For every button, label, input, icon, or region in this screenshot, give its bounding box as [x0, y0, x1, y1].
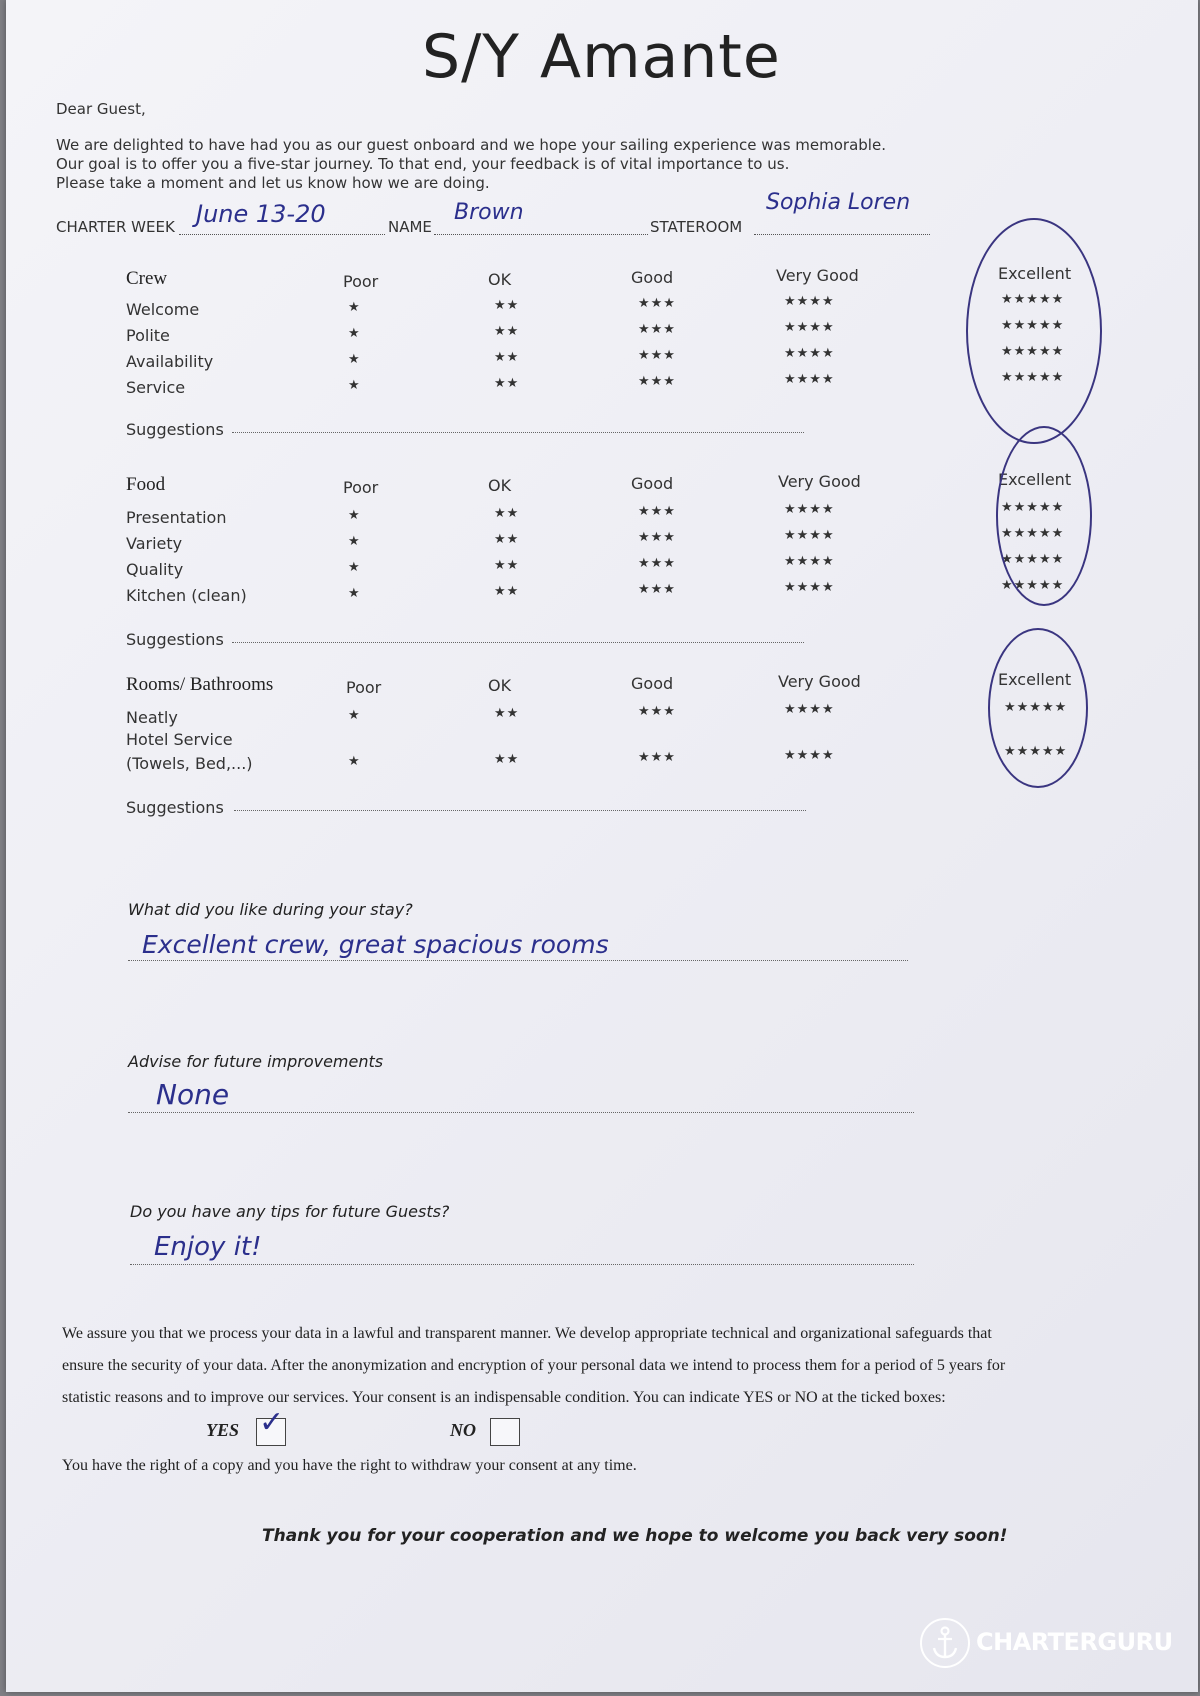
food-row-variety: Variety [126, 534, 183, 553]
rooms-excellent-circle-mark [988, 628, 1088, 788]
food-presentation-3star[interactable]: ★★★ [638, 504, 676, 519]
rooms-col-very-good: Very Good [778, 672, 861, 691]
food-suggestions-label: Suggestions [126, 630, 224, 649]
crew-service-1star[interactable]: ★ [348, 378, 361, 393]
legal-line-1: We assure you that we process your data in a lawful and transparent manner. We develop appropriate technical and organizational safeguards that [62, 1325, 992, 1342]
food-col-poor: Poor [343, 478, 379, 497]
crew-suggestions-label: Suggestions [126, 420, 224, 439]
crew-availability-4star[interactable]: ★★★★ [784, 346, 835, 361]
food-variety-5star[interactable]: ★★★★★ [1001, 526, 1065, 541]
food-variety-2star[interactable]: ★★ [494, 532, 520, 547]
crew-availability-1star[interactable]: ★ [348, 352, 361, 367]
consent-yes-label: YES [206, 1420, 240, 1440]
food-presentation-4star[interactable]: ★★★★ [784, 502, 835, 517]
crew-welcome-5star[interactable]: ★★★★★ [1001, 292, 1065, 307]
rooms-hotel-3star[interactable]: ★★★ [638, 750, 676, 765]
crew-suggestions-line[interactable] [232, 432, 804, 433]
crew-polite-2star[interactable]: ★★ [494, 324, 520, 339]
tips-answer[interactable]: Enjoy it! [154, 1232, 262, 1262]
crew-row-polite: Polite [126, 326, 170, 345]
tips-answer-line[interactable] [130, 1264, 914, 1265]
food-row-kitchen: Kitchen (clean) [126, 586, 247, 605]
crew-service-4star[interactable]: ★★★★ [784, 372, 835, 387]
check-mark-icon: ✓ [259, 1405, 285, 1440]
rooms-neatly-3star[interactable]: ★★★ [638, 704, 676, 719]
food-quality-5star[interactable]: ★★★★★ [1001, 552, 1065, 567]
crew-polite-4star[interactable]: ★★★★ [784, 320, 835, 335]
crew-service-3star[interactable]: ★★★ [638, 374, 676, 389]
intro-line-2: Our goal is to offer you a five-star journey. To that end, your feedback is of vital importance to us. [56, 155, 790, 173]
improve-question: Advise for future improvements [128, 1052, 384, 1071]
crew-welcome-4star[interactable]: ★★★★ [784, 294, 835, 309]
crew-row-availability: Availability [126, 352, 214, 371]
rooms-hotel-4star[interactable]: ★★★★ [784, 748, 835, 763]
rooms-neatly-5star[interactable]: ★★★★★ [1004, 700, 1068, 715]
food-quality-3star[interactable]: ★★★ [638, 556, 676, 571]
crew-col-good: Good [631, 268, 674, 287]
crew-welcome-1star[interactable]: ★ [348, 300, 361, 315]
food-presentation-1star[interactable]: ★ [348, 508, 361, 523]
food-kitchen-4star[interactable]: ★★★★ [784, 580, 835, 595]
rooms-row-towels-bed: (Towels, Bed,...) [126, 754, 253, 773]
food-quality-2star[interactable]: ★★ [494, 558, 520, 573]
food-kitchen-5star[interactable]: ★★★★★ [1001, 578, 1065, 593]
tips-question: Do you have any tips for future Guests? [130, 1202, 450, 1221]
rooms-section-title: Rooms/ Bathrooms [126, 674, 274, 695]
liked-answer-line[interactable] [128, 960, 908, 961]
food-col-excellent: Excellent [998, 470, 1072, 489]
crew-service-5star[interactable]: ★★★★★ [1001, 370, 1065, 385]
food-presentation-5star[interactable]: ★★★★★ [1001, 500, 1065, 515]
crew-availability-5star[interactable]: ★★★★★ [1001, 344, 1065, 359]
rooms-neatly-4star[interactable]: ★★★★ [784, 702, 835, 717]
crew-availability-3star[interactable]: ★★★ [638, 348, 676, 363]
rooms-row-hotel-service: Hotel Service [126, 730, 233, 749]
consent-rights-text: You have the right of a copy and you have the right to withdraw your consent at any time. [62, 1457, 637, 1474]
rooms-suggestions-line[interactable] [234, 810, 806, 811]
food-row-quality: Quality [126, 560, 184, 579]
food-quality-1star[interactable]: ★ [348, 560, 361, 575]
rooms-col-ok: OK [488, 676, 512, 695]
food-variety-1star[interactable]: ★ [348, 534, 361, 549]
food-col-very-good: Very Good [778, 472, 861, 491]
consent-no-label: NO [450, 1420, 476, 1440]
liked-question: What did you like during your stay? [128, 900, 413, 919]
crew-welcome-2star[interactable]: ★★ [494, 298, 520, 313]
rooms-col-good: Good [631, 674, 674, 693]
food-presentation-2star[interactable]: ★★ [494, 506, 520, 521]
improve-answer[interactable]: None [156, 1078, 230, 1111]
stateroom-line [754, 220, 930, 235]
charterguru-logo-text: CHARTERGURU [976, 1628, 1173, 1656]
feedback-form-page [6, 0, 1198, 1692]
crew-col-poor: Poor [343, 272, 379, 291]
name-label: NAME [388, 218, 432, 236]
rooms-col-poor: Poor [346, 678, 382, 697]
crew-availability-2star[interactable]: ★★ [494, 350, 520, 365]
food-kitchen-2star[interactable]: ★★ [494, 584, 520, 599]
rooms-hotel-5star[interactable]: ★★★★★ [1004, 744, 1068, 759]
food-variety-3star[interactable]: ★★★ [638, 530, 676, 545]
crew-welcome-3star[interactable]: ★★★ [638, 296, 676, 311]
greeting: Dear Guest, [56, 100, 146, 118]
legal-line-2: ensure the security of your data. After the anonymization and encryption of your personal data we intend to process them for a period of 5 years for [62, 1357, 1006, 1374]
food-suggestions-line[interactable] [232, 642, 804, 643]
charter-week-label: CHARTER WEEK [56, 218, 175, 236]
legal-line-3: statistic reasons and to improve our services. Your consent is an indispensable condition. You can indicate YES or NO at the ticked boxes: [62, 1389, 946, 1406]
stateroom-value[interactable]: Sophia Loren [766, 190, 911, 215]
crew-col-very-good: Very Good [776, 266, 859, 285]
consent-yes-checkbox[interactable] [256, 1405, 286, 1446]
liked-answer[interactable]: Excellent crew, great spacious rooms [142, 930, 609, 959]
crew-excellent-circle-mark [966, 218, 1102, 444]
food-col-ok: OK [488, 476, 512, 495]
rooms-col-excellent: Excellent [998, 670, 1072, 689]
crew-col-ok: OK [488, 270, 512, 289]
crew-polite-1star[interactable]: ★ [348, 326, 361, 341]
rooms-row-neatly: Neatly [126, 708, 178, 727]
crew-row-service: Service [126, 378, 186, 397]
food-quality-4star[interactable]: ★★★★ [784, 554, 835, 569]
thank-you-message: Thank you for your cooperation and we hope to welcome you back very soon! [262, 1526, 1008, 1546]
crew-row-welcome: Welcome [126, 300, 200, 319]
food-kitchen-1star[interactable]: ★ [348, 586, 361, 601]
food-row-presentation: Presentation [126, 508, 227, 527]
charter-week-value[interactable]: June 13-20 [196, 200, 326, 228]
rooms-neatly-1star[interactable]: ★ [348, 708, 361, 723]
crew-service-2star[interactable]: ★★ [494, 376, 520, 391]
food-col-good: Good [631, 474, 674, 493]
crew-col-excellent: Excellent [998, 264, 1072, 283]
page-title: S/Y Amante [422, 22, 781, 92]
crew-polite-5star[interactable]: ★★★★★ [1001, 318, 1065, 333]
intro-line-3: Please take a moment and let us know how we are doing. [56, 174, 490, 192]
rooms-hotel-2star[interactable]: ★★ [494, 752, 520, 767]
name-value[interactable]: Brown [454, 200, 524, 225]
anchor-icon [920, 1618, 970, 1668]
rooms-suggestions-label: Suggestions [126, 798, 224, 817]
intro-line-1: We are delighted to have had you as our guest onboard and we hope your sailing experience was memorable. [56, 136, 886, 154]
food-kitchen-3star[interactable]: ★★★ [638, 582, 676, 597]
rooms-hotel-1star[interactable]: ★ [348, 754, 361, 769]
stateroom-label: STATEROOM [650, 218, 743, 236]
food-section-title: Food [126, 474, 166, 495]
consent-no-checkbox[interactable] [490, 1418, 520, 1446]
crew-section-title: Crew [126, 268, 168, 289]
improve-answer-line[interactable] [128, 1112, 914, 1113]
crew-polite-3star[interactable]: ★★★ [638, 322, 676, 337]
food-excellent-circle-mark [996, 426, 1092, 606]
food-variety-4star[interactable]: ★★★★ [784, 528, 835, 543]
rooms-neatly-2star[interactable]: ★★ [494, 706, 520, 721]
